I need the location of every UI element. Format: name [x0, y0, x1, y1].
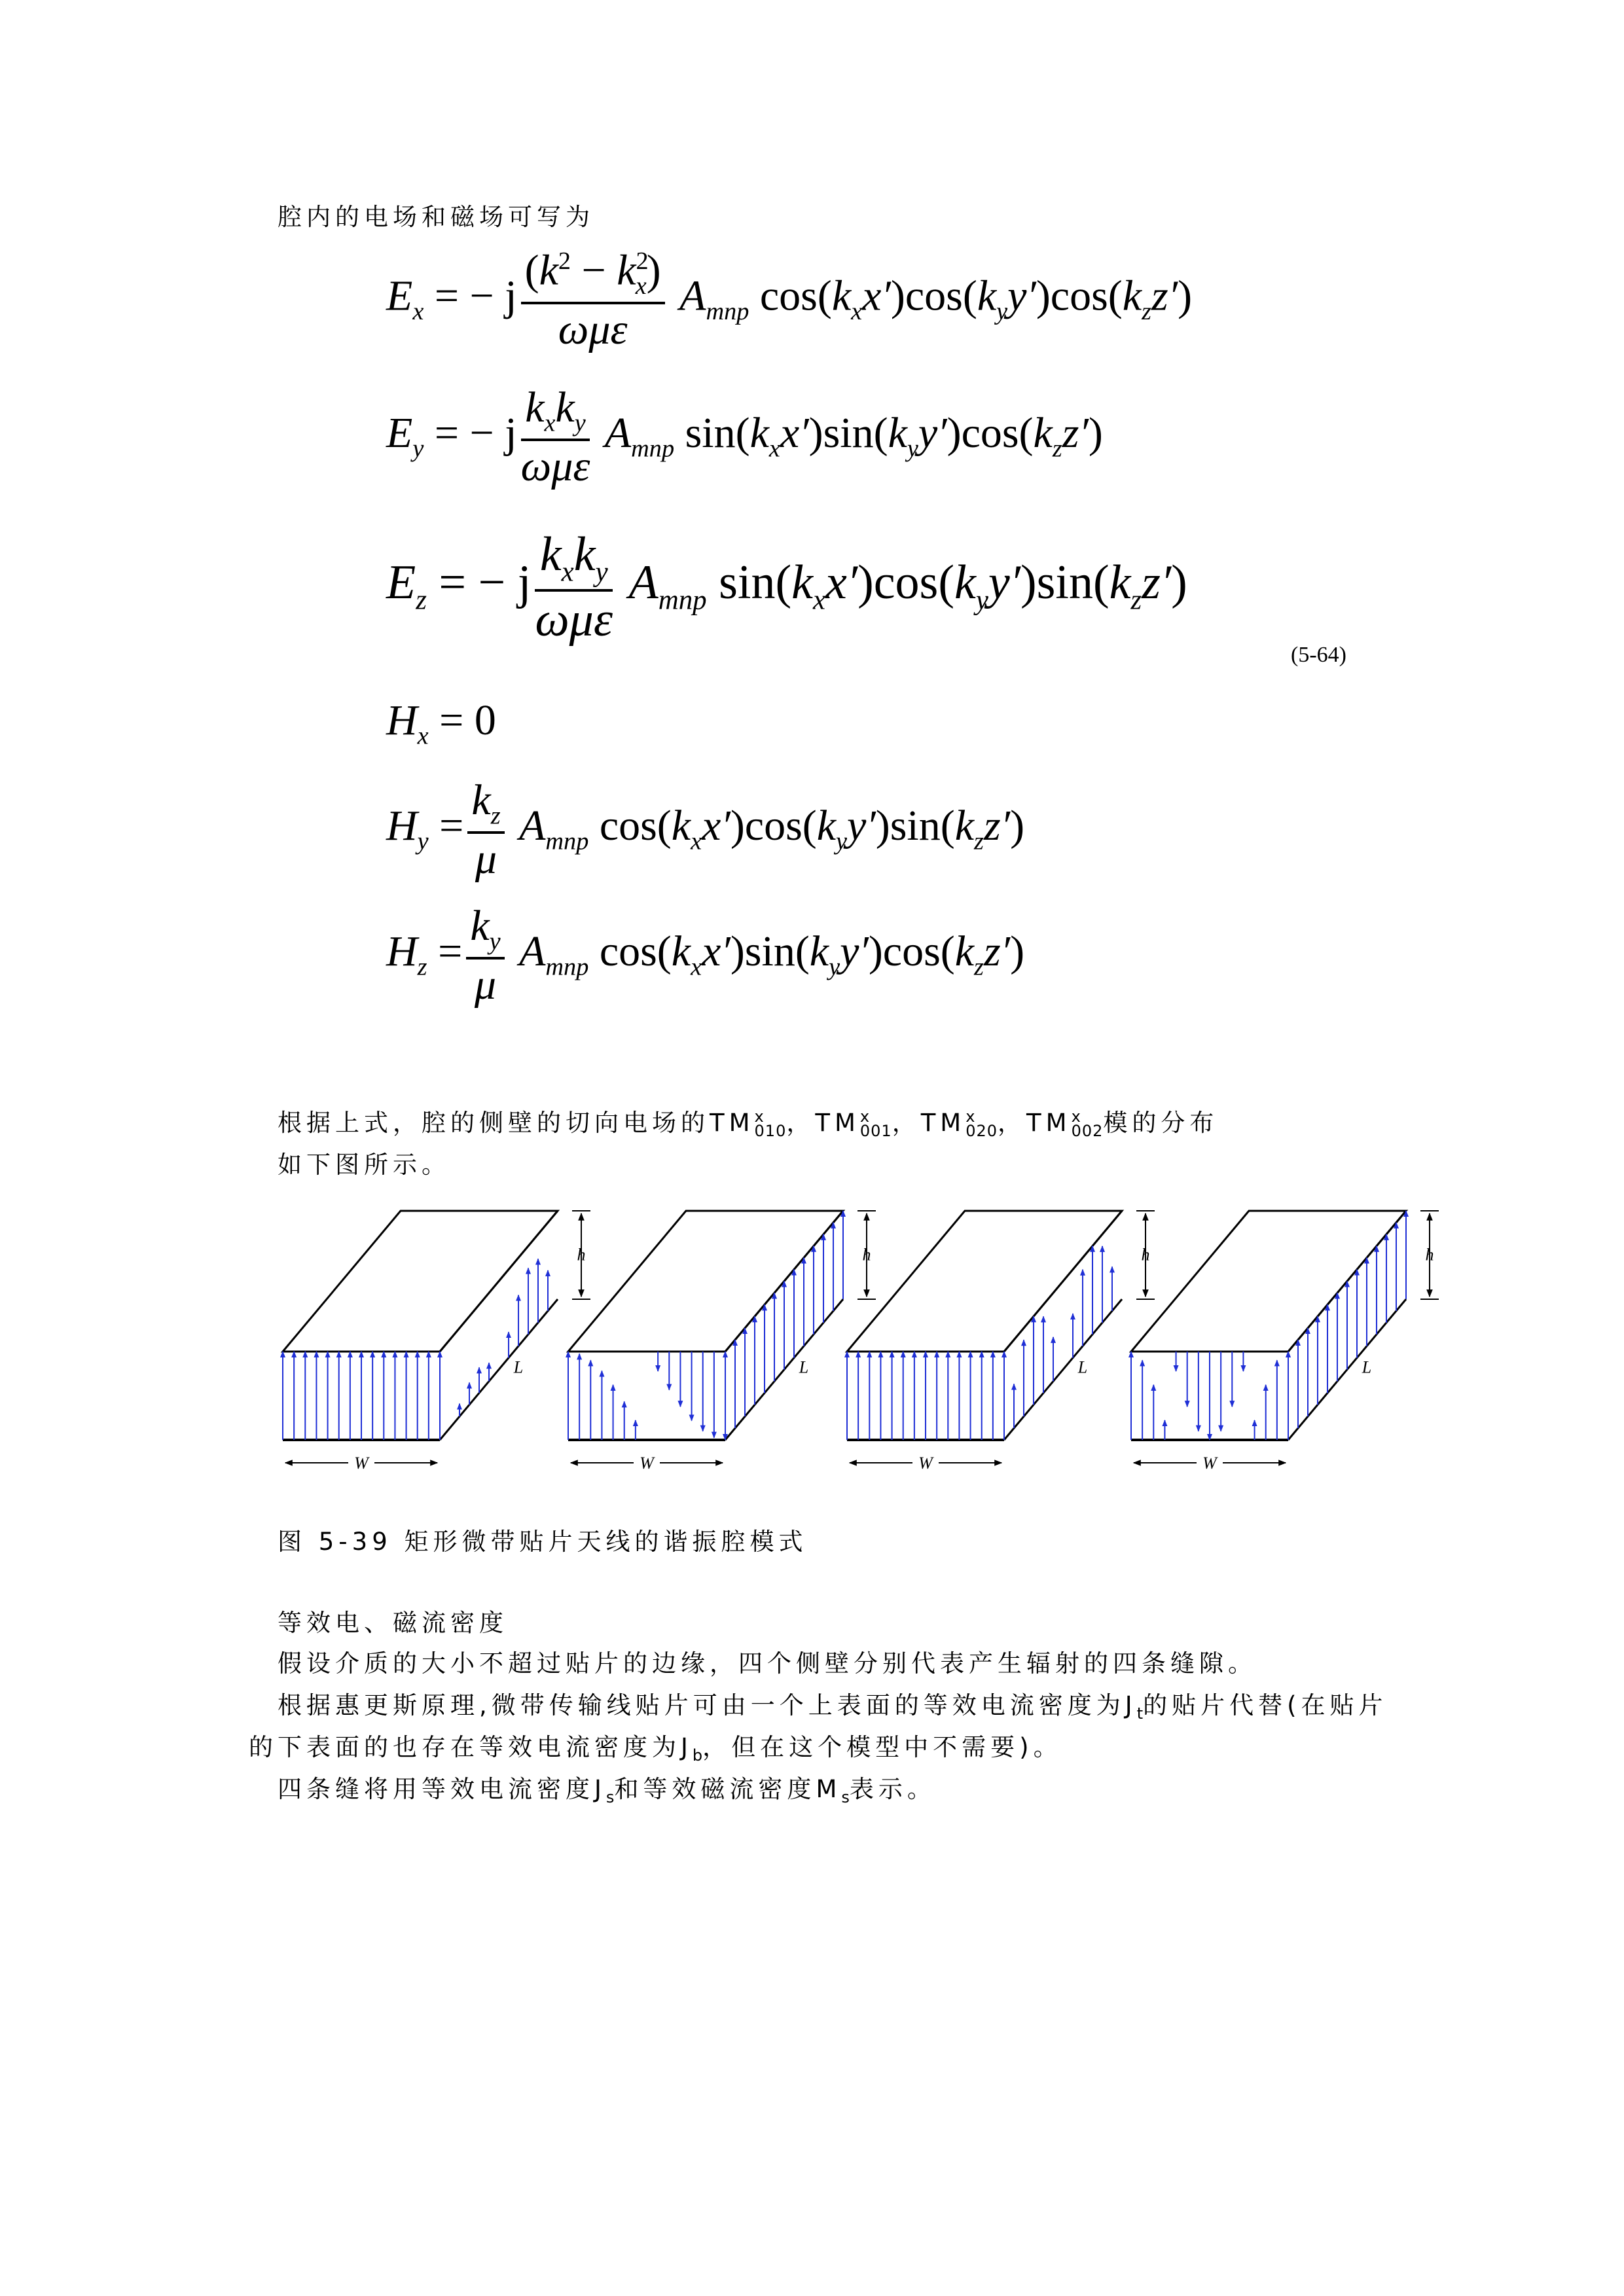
ms-symbol: $M_s$: [816, 1775, 850, 1806]
paragraph-3: 四条缝将用等效电流密度$J_s$和等效磁流密度$M_s$表示。: [278, 1775, 936, 1806]
patch-top-face: [568, 1211, 843, 1352]
hz-fraction: $\frac{k_y}{\mu}$: [466, 905, 504, 1007]
ez-fraction: $\frac{k_xk_y}{\text{ωμε}}$: [535, 528, 613, 647]
mode-tm001: TM x 001: [815, 1107, 892, 1140]
patch-top-face: [283, 1211, 558, 1352]
l-label: L: [1362, 1357, 1372, 1377]
patch-top-face: [1131, 1211, 1406, 1352]
jt-symbol: $J_t$: [1125, 1691, 1144, 1723]
equation-hx: $H_x = 0$: [386, 696, 496, 750]
section-heading: 等效电、磁流密度: [278, 1609, 508, 1637]
hy-fraction: $\frac{k_z}{\mu}$: [467, 779, 504, 881]
mode-tm010: TM x 010: [710, 1107, 787, 1140]
equation-hy: $H_y$ = $\frac{k_z}{\mu}$ $A_{mnp}$ $\cos(k_xx')\cos(k_yy')\sin(k_zz')$: [386, 776, 1025, 883]
intro-line: 腔内的电场和磁场可写为: [278, 203, 594, 231]
h-label: h: [1141, 1245, 1150, 1265]
ey-fraction: $\frac{k_xk_y}{\text{ωμε}}$: [520, 384, 590, 490]
paragraph-2-line1: 根据惠更斯原理,微带传输线贴片可由一个上表面的等效电流密度为$J_t$的贴片代替(在贴片: [278, 1691, 1388, 1723]
equation-number: (5-64): [1291, 643, 1346, 667]
js-symbol: $J_s$: [594, 1775, 615, 1806]
equation-ex: $E_x$ = − j $\frac{(k^2 - k^2_x)}{\text{ωμε}}$ $A_{mnp}$ $\cos(k_xx')\cos(k_yy')\cos(k_zz')$: [386, 246, 1193, 353]
w-label: W: [354, 1454, 369, 1473]
h-label: h: [862, 1245, 871, 1265]
w-label: W: [1202, 1454, 1217, 1473]
jb-symbol: $J_b$: [681, 1733, 703, 1765]
mode-tm020: TM x 020: [920, 1107, 998, 1140]
modes-paragraph-line1: 根据上式，腔的侧壁的切向电场的TM x 010 ，TM x 001 ，TM x 020 ，TM x 002 模的分布: [278, 1107, 1219, 1140]
cavity-modes-figure: [275, 1191, 1447, 1479]
patch-top-face: [847, 1211, 1122, 1352]
paragraph-2-line2: 的下表面的也存在等效电流密度为$J_b$，但在这个模型中不需要)。: [249, 1733, 1062, 1765]
h-label: h: [577, 1245, 586, 1265]
ex-fraction: $\frac{(k^2 - k^2_x)}{\text{ωμε}}$: [521, 249, 665, 351]
w-label: W: [640, 1454, 654, 1473]
mode-tm002: TM x 002: [1026, 1107, 1104, 1140]
equation-ez: $E_z$ = − j $\frac{k_xk_y}{\text{ωμε}}$ $A_{mnp}$ $\sin(k_xx')\cos(k_yy')\sin(k_zz')$: [386, 528, 1187, 647]
equation-ey: $E_y$ = − j $\frac{k_xk_y}{\text{ωμε}}$ $A_{mnp}$ $\sin(k_xx')\sin(k_yy')\cos(k_zz')$: [386, 384, 1103, 490]
figure-caption: 图 5-39 矩形微带贴片天线的谐振腔模式: [278, 1528, 808, 1556]
l-label: L: [513, 1357, 524, 1377]
paragraph-1: 假设介质的大小不超过贴片的边缘，四个侧壁分别代表产生辐射的四条缝隙。: [278, 1649, 1257, 1677]
h-label: h: [1425, 1245, 1434, 1265]
modes-paragraph-line2: 如下图所示。: [278, 1151, 450, 1179]
equation-hz: $H_z$ = $\frac{k_y}{\mu}$ $A_{mnp}$ $\cos(k_xx')\sin(k_yy')\cos(k_zz')$: [386, 902, 1025, 1009]
w-label: W: [918, 1454, 933, 1473]
l-label: L: [799, 1357, 809, 1377]
l-label: L: [1077, 1357, 1088, 1377]
